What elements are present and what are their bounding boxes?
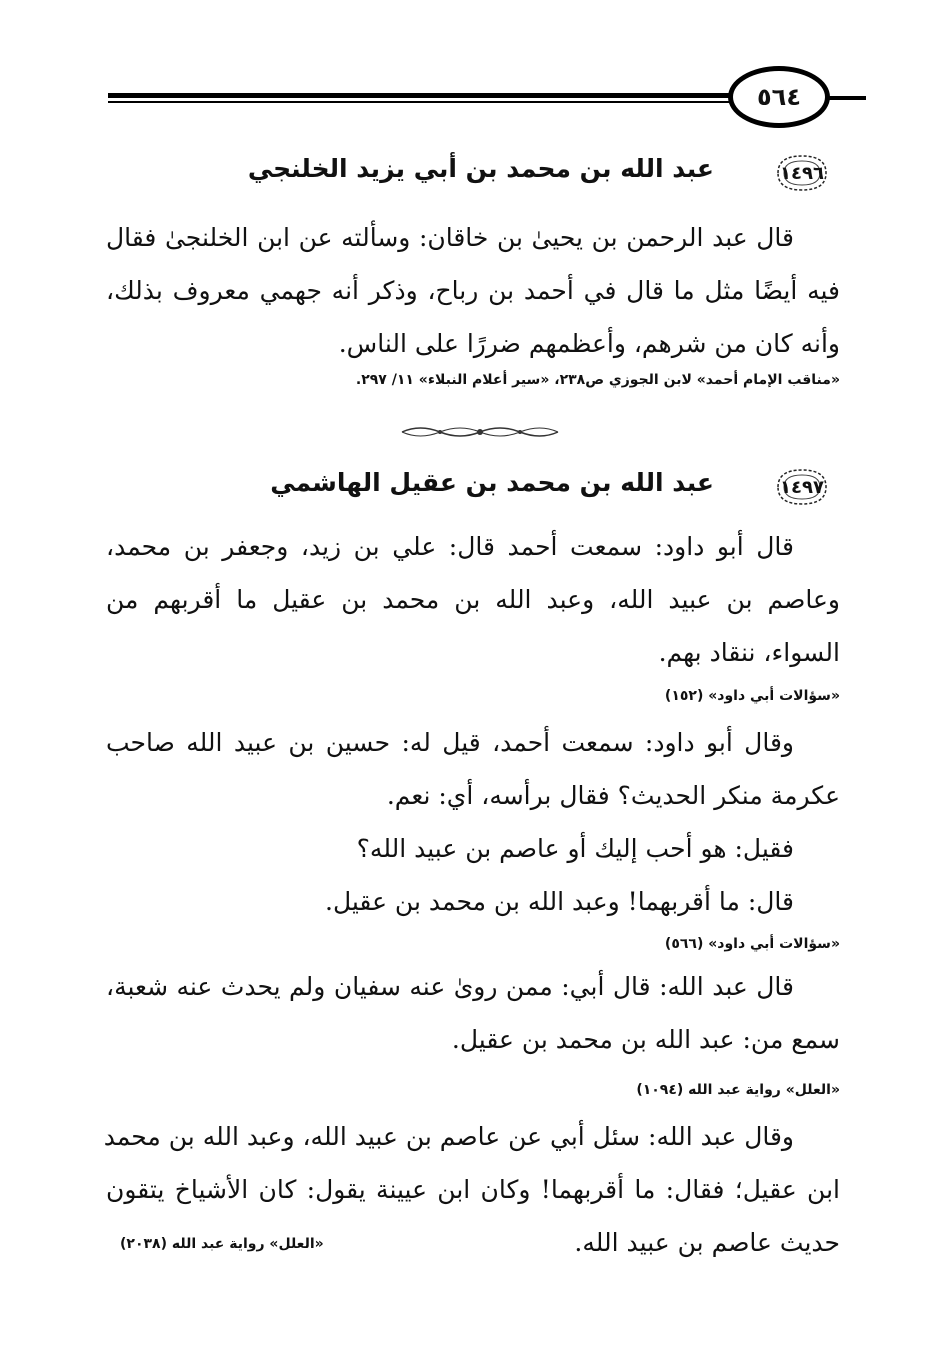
paragraph-line: وقال عبد الله: سئل أبي عن عاصم بن عبيد الله، وعبد الله بن محمد [103,1122,794,1151]
header-rule-thin [108,101,730,103]
paragraph-line: قال عبد الله: قال أبي: ممن روىٰ عنه سفيان ولم يحدث عنه شعبة، [106,972,794,1001]
page-number: ٥٦٤ [757,83,801,111]
header-rule-tail [826,96,866,100]
entry-number: ١٤٩٦ [780,162,824,184]
entry-heading: عبد الله بن محمد بن أبي يزيد الخلنجي [247,154,714,183]
source-reference: «العلل» رواية عبد الله (١٠٩٤) [636,1082,840,1098]
entry-number-badge [770,150,834,196]
source-reference: «سؤالات أبي داود» (١٥٢) [664,688,840,704]
source-reference: «سؤالات أبي داود» (٥٦٦) [664,936,840,952]
entry-number-badge [770,464,834,510]
paragraph-line: حديث عاصم بن عبيد الله. [574,1228,840,1257]
paragraph-line: السواء، ننقاد بهم. [658,638,840,667]
paragraph-line: قال أبو داود: سمعت أحمد قال: علي بن زيد، وجعفر بن محمد، [106,532,794,561]
section-divider-ornament-icon [400,424,560,440]
paragraph-line: وأنه كان من شرهم، وأعظمهم ضررًا على الناس. [338,329,840,358]
paragraph-line: وقال أبو داود: سمعت أحمد، قيل له: حسين بن عبيد الله صاحب [106,728,794,757]
paragraph-line: عكرمة منكر الحديث؟ فقال برأسه، أي: نعم. [386,781,840,810]
paragraph-line: فيه أيضًا مثل ما قال في أحمد بن رباح، وذكر أنه جهمي معروف بذلك، [106,276,840,305]
paragraph-line: سمع من: عبد الله بن محمد بن عقيل. [451,1025,840,1054]
source-reference: «مناقب الإمام أحمد» لابن الجوزي ص٢٣٨، «سير أعلام النبلاء» ١١/ ٢٩٧. [355,372,840,388]
header-rule-thick [108,93,730,98]
entry-paragraph [106,716,840,928]
source-reference: «العلل» رواية عبد الله (٢٠٣٨) [120,1236,324,1252]
header-rule [108,93,730,105]
page-number-ring [728,66,830,128]
entry-number: ١٤٩٧ [780,476,824,498]
paragraph-line: قال عبد الرحمن بن يحيىٰ بن خاقان: وسألته عن ابن الخلنجىٰ فقال [106,223,795,252]
entry-heading: عبد الله بن محمد بن عقيل الهاشمي [270,468,714,497]
paragraph-line: فقيل: هو أحب إليك أو عاصم بن عبيد الله؟ [356,834,794,863]
entry-paragraph [106,211,840,370]
paragraph-line: وعاصم بن عبيد الله، وعبد الله بن محمد بن عقيل ما أقربهم من [106,585,840,614]
entry-paragraph [106,960,840,1066]
paragraph-line: قال: ما أقربهما! وعبد الله بن محمد بن عقيل. [325,887,794,916]
paragraph-line: ابن عقيل؛ فقال: ما أقربهما! وكان ابن عيينة يقول: كان الأشياخ يتقون [106,1175,840,1204]
entry-paragraph [106,520,840,679]
